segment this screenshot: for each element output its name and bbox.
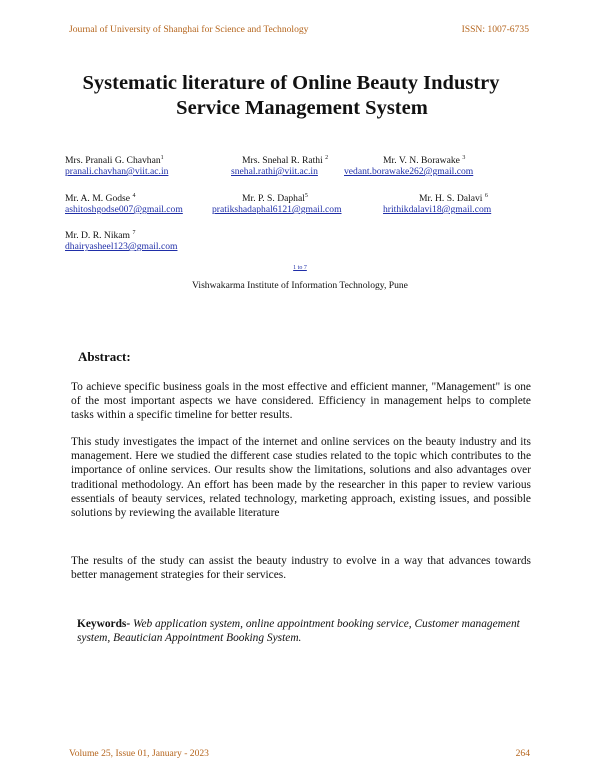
abstract-paragraph: The results of the study can assist the beauty industry to evolve in a way that advances towards better management strategies for their services. (71, 555, 531, 582)
affiliation: Vishwakarma Institute of Information Technology, Pune (192, 280, 408, 291)
author-name: Mr. V. N. Borawake $^3$ (383, 155, 466, 166)
author-name: Mr. D. R. Nikam $^7$ (65, 230, 136, 241)
page-number: 264 (515, 748, 530, 759)
paper-title (0, 71, 600, 121)
author-email-link[interactable]: pranali.chavhan@viit.ac.in (65, 166, 169, 177)
author-email-link[interactable]: pratikshadaphal6121@gmail.com (212, 204, 342, 215)
author-email-link[interactable]: hrithikdalavi18@gmail.com (383, 204, 492, 215)
author-name: Mr. A. M. Godse $^4$ (65, 193, 136, 204)
keywords (77, 617, 537, 645)
author-name: Mr. H. S. Dalavi $^6$ (419, 193, 488, 204)
abstract-paragraph: To achieve specific business goals in the most effective and efficient manner, "Management" is one of the most important aspects we have considered. Efficiency in management helps to complete tasks within a specific timeline for better results. (71, 381, 531, 422)
author-email-link[interactable]: snehal.rathi@viit.ac.in (231, 166, 318, 177)
issn: ISSN: 1007-6735 (461, 24, 529, 35)
journal-name: Journal of University of Shanghai for Science and Technology (69, 24, 309, 35)
author-email-link[interactable]: vedant.borawake262@gmail.com (344, 166, 474, 177)
keywords-label: Keywords- (77, 618, 131, 630)
volume-info: Volume 25, Issue 01, January - 2023 (69, 748, 209, 759)
author-name: Mrs. Pranali G. Chavhan$^1$ (65, 155, 164, 166)
keywords-text: Web application system, online appointment booking service, Customer management system, Beautician Appointment Booking System. (77, 618, 520, 645)
affiliation-reference[interactable]: 1 to 7 (293, 265, 307, 271)
author-email-link[interactable]: dhairyasheel123@gmail.com (65, 241, 178, 252)
author-name: Mr. P. S. Daphal$^5$ (242, 193, 308, 204)
abstract-paragraph: This study investigates the impact of the internet and online services on the beauty industry and its management. Here we studied the different case studies related to the topic which contributes to the importance of online services. Our results show the limitations, solutions and also advantages over traditional methodology. An effort has been made by the researcher in this paper to review various essentials of beauty services, related technology, marketing approach, existing issues, and possible solutions by reviewing the available literature (71, 436, 531, 520)
author-email-link[interactable]: ashitoshgodse007@gmail.com (65, 204, 183, 215)
abstract-heading: Abstract: (78, 349, 131, 364)
author-name: Mrs. Snehal R. Rathi $^2$ (242, 155, 329, 166)
title-line-2: Service Management System (176, 97, 428, 119)
title-line-1: Systematic literature of Online Beauty Industry (82, 72, 500, 94)
